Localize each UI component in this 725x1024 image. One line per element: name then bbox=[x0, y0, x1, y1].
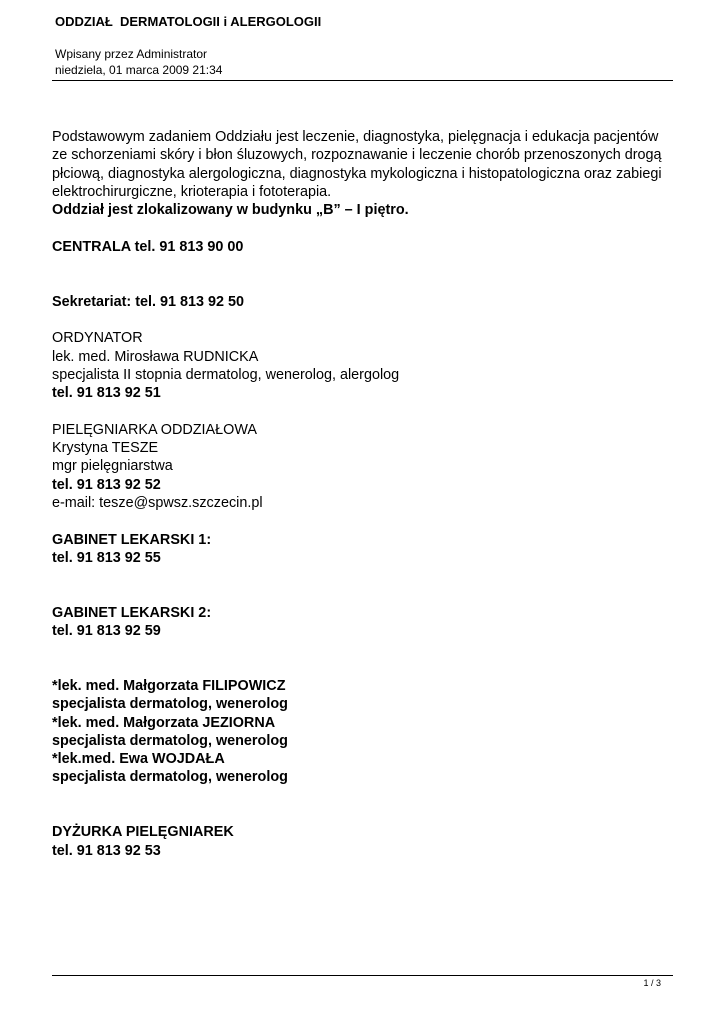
gabinet2-heading: GABINET LEKARSKI 2: bbox=[52, 604, 212, 621]
ordynator-title: specjalista II stopnia dermatolog, wenerolog, alergolog bbox=[52, 366, 400, 383]
doctor-spec: specjalista dermatolog, wenerolog bbox=[52, 696, 288, 713]
doctor-name: *lek. med. Małgorzata FILIPOWICZ bbox=[52, 677, 286, 694]
sekretariat-phone: Sekretariat: tel. 91 813 92 50 bbox=[52, 293, 245, 310]
pielegniarka-name: Krystyna TESZE bbox=[52, 440, 159, 457]
page-number: 1 / 3 bbox=[643, 978, 661, 988]
pielegniarka-title: mgr pielęgniarstwa bbox=[52, 458, 173, 475]
header-divider bbox=[52, 80, 673, 81]
date-line: niedziela, 01 marca 2009 21:34 bbox=[55, 63, 223, 77]
ordynator-phone: tel. 91 813 92 51 bbox=[52, 385, 161, 402]
pielegniarka-heading: PIELĘGNIARKA ODDZIAŁOWA bbox=[52, 421, 257, 438]
gabinet2-phone: tel. 91 813 92 59 bbox=[52, 623, 161, 640]
pielegniarka-email: e-mail: tesze@spwsz.szczecin.pl bbox=[52, 494, 263, 511]
article-meta bbox=[55, 46, 222, 78]
dyzurka-heading: DYŻURKA PIELĘGNIAREK bbox=[52, 824, 234, 841]
ordynator-name: lek. med. Mirosława RUDNICKA bbox=[52, 348, 259, 365]
doctor-spec: specjalista dermatolog, wenerolog bbox=[52, 732, 288, 749]
article-body bbox=[52, 128, 677, 860]
doctor-name: *lek.med. Ewa WOJDAŁA bbox=[52, 751, 225, 768]
page-title: ODDZIAŁ DERMATOLOGII i ALERGOLOGII bbox=[55, 14, 322, 29]
doctor-spec: specjalista dermatolog, wenerolog bbox=[52, 769, 288, 786]
centrala-phone: CENTRALA tel. 91 813 90 00 bbox=[52, 238, 244, 255]
doctor-name: *lek. med. Małgorzata JEZIORNA bbox=[52, 714, 276, 731]
intro-line: Podstawowym zadaniem Oddziału jest leczenie, diagnostyka, pielęgnacja i edukacja pacjentów bbox=[52, 129, 659, 145]
intro-line: ze schorzeniami skóry i błon śluzowych, rozpoznawanie i leczenie chorób przenoszonych drogą bbox=[52, 147, 662, 164]
location-line: Oddział jest zlokalizowany w budynku „B” – I piętro. bbox=[52, 202, 409, 219]
footer-divider bbox=[52, 975, 673, 976]
ordynator-heading: ORDYNATOR bbox=[52, 330, 143, 347]
intro-line: elektrochirurgiczne, krioterapia i fototerapia. bbox=[52, 183, 332, 200]
intro-line: płciową, diagnostyka alergologiczna, diagnostyka mykologiczna i histopatologiczna oraz zabiegi bbox=[52, 165, 662, 182]
dyzurka-phone: tel. 91 813 92 53 bbox=[52, 842, 161, 859]
pielegniarka-phone: tel. 91 813 92 52 bbox=[52, 476, 161, 493]
author-line: Wpisany przez Administrator bbox=[55, 47, 208, 61]
gabinet1-phone: tel. 91 813 92 55 bbox=[52, 549, 161, 566]
gabinet1-heading: GABINET LEKARSKI 1: bbox=[52, 531, 212, 548]
